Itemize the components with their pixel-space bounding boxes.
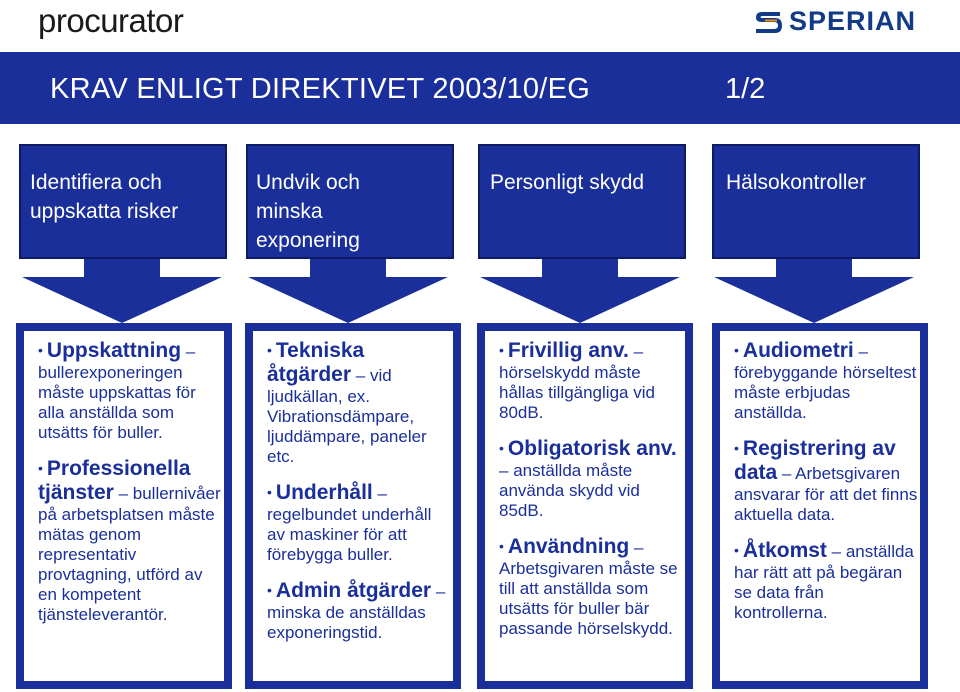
item-heading: Tekniska åtgärder	[267, 339, 365, 386]
page-number: 1/2	[725, 73, 766, 105]
item-text: vid ljudkällan, ex. Vibrationsdämpare, ljuddämpare, paneler etc.	[267, 366, 427, 466]
column-identify	[16, 323, 232, 689]
arrow-down-icon	[714, 259, 914, 323]
step-protection	[478, 144, 686, 259]
list-item: • Audiometri – förebyggande hörseltest måste erbjudas anställda.	[734, 339, 917, 422]
sperian-s-icon	[753, 9, 783, 35]
list-item: • Användning – Arbetsgivaren måste se till att anställda som utsätts för buller bär passande hörselskydd.	[499, 535, 678, 638]
list-item: • Tekniska åtgärder – vid ljudkällan, ex. Vibrationsdämpare, ljuddämpare, paneler etc.	[267, 339, 427, 466]
step-avoid-label: Undvik och minska exponering	[256, 171, 360, 252]
item-text: Arbetsgivaren måste se till att anställda som utsätts för buller bär passande hörselskydd.	[499, 559, 678, 638]
item-heading: Användning	[507, 535, 630, 558]
item-heading: Registrering av data	[734, 437, 896, 484]
sperian-logo	[753, 6, 916, 37]
list-item: • Åtkomst – anställda har rätt att på begäran se data från kontrollerna.	[734, 539, 914, 622]
list-item: • Uppskattning – bullerexponeringen måste uppskattas för alla anställda som utsätts för buller.	[38, 339, 196, 442]
item-heading: Åtkomst	[742, 539, 827, 562]
item-heading: Uppskattning	[46, 339, 182, 362]
list-item: • Admin åtgärder – minska de anställdas exponeringstid.	[267, 579, 446, 642]
list-item: • Frivillig anv. – hörselskydd måste hållas tillgängliga vid 80dB.	[499, 339, 655, 422]
list-item: • Professionella tjänster – bullernivåer på arbetsplatsen måste mätas genom representativ provtagning, utförd av en kompetent tjänsteleverantör.	[38, 457, 221, 624]
column-health	[712, 323, 928, 689]
column-avoid	[245, 323, 461, 689]
item-text: Arbetsgivaren ansvarar för att det finns aktuella data.	[734, 464, 918, 524]
item-heading: Obligatorisk anv.	[507, 437, 677, 460]
step-protection-label: Personligt skydd	[490, 171, 645, 194]
page-title: KRAV ENLIGT DIREKTIVET 2003/10/EG	[50, 73, 591, 105]
sperian-wordmark: SPERIAN	[788, 6, 916, 36]
item-heading: Admin åtgärder	[275, 579, 432, 602]
step-health-label: Hälsokontroller	[726, 171, 867, 194]
list-item: • Registrering av data – Arbetsgivaren ansvarar för att det finns aktuella data.	[734, 437, 918, 524]
item-text: bullernivåer på arbetsplatsen måste mätas genom representativ provtagning, utförd av en kompetent tjänsteleverantör.	[38, 484, 221, 624]
arrow-down-icon	[248, 259, 448, 323]
item-text: förebyggande hörseltest måste erbjudas anställda.	[734, 363, 917, 422]
item-text: anställda har rätt att på begäran se data från kontrollerna.	[734, 542, 914, 622]
item-heading: Audiometri	[742, 339, 854, 362]
item-text: regelbundet underhåll av maskiner för att förebygga buller.	[267, 505, 432, 564]
item-heading: Professionella tjänster	[38, 457, 191, 504]
item-text: anställda måste använda skydd vid 85dB.	[499, 461, 640, 520]
arrow-down-icon	[22, 259, 222, 323]
item-text: bullerexponeringen måste uppskattas för alla anställda som utsätts för buller.	[38, 363, 196, 442]
step-health	[712, 144, 920, 259]
item-text: minska de anställdas exponeringstid.	[267, 603, 426, 642]
procurator-logo: procurator	[38, 2, 184, 39]
item-heading: Underhåll	[275, 481, 373, 504]
arrow-down-icon	[480, 259, 680, 323]
column-protection	[477, 323, 693, 689]
list-item: • Underhåll – regelbundet underhåll av maskiner för att förebygga buller.	[267, 481, 432, 564]
item-heading: Frivillig anv.	[507, 339, 629, 362]
item-text: hörselskydd måste hållas tillgängliga vid 80dB.	[499, 363, 655, 422]
list-item: • Obligatorisk anv. – anställda måste använda skydd vid 85dB.	[499, 437, 677, 520]
step-identify-label: Identifiera och uppskatta risker	[30, 171, 179, 223]
